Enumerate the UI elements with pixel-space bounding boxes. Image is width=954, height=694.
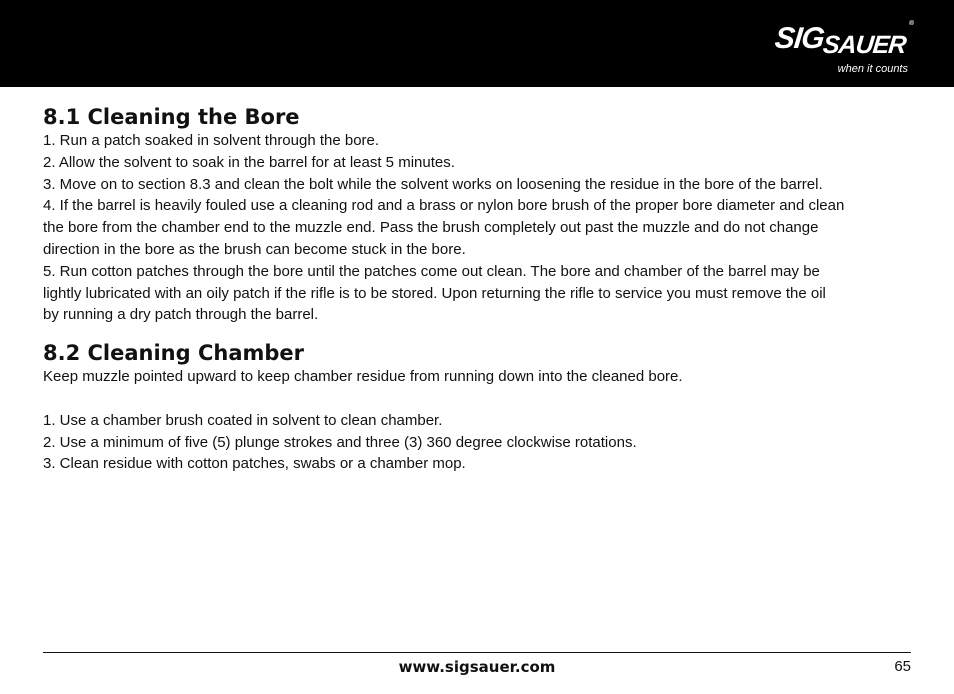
section-title-cleaning-chamber: 8.2 Cleaning Chamber	[43, 341, 305, 366]
sig-sauer-logo	[772, 20, 914, 78]
logo-tagline: when it counts	[837, 63, 908, 75]
section-body-cleaning-bore	[43, 130, 913, 326]
section-spacer	[43, 326, 913, 340]
section-title-cleaning-bore: 8.1 Cleaning the Bore	[43, 105, 300, 129]
bore-line-7: 5. Run cotton patches through the bore until the patches come out clean. The bore and chamber of the barrel may be	[43, 262, 820, 280]
bore-line-8: lightly lubricated with an oily patch if the rifle is to be stored. Upon returning the rifle to service you must remove the oil	[43, 284, 826, 302]
page-number: 65	[894, 658, 911, 675]
chamber-line-3: 3. Clean residue with cotton patches, swabs or a chamber mop.	[43, 455, 466, 473]
bore-line-3: 3. Move on to section 8.3 and clean the bolt while the solvent works on loosening the residue in the bore of the barrel.	[43, 175, 823, 193]
bore-line-6: direction in the bore as the brush can become stuck in the bore.	[43, 240, 466, 258]
header-bar	[0, 0, 954, 87]
bore-line-2: 2. Allow the solvent to soak in the barrel for at least 5 minutes.	[43, 153, 455, 171]
chamber-intro: Keep muzzle pointed upward to keep chamber residue from running down into the cleaned bore.	[43, 368, 683, 386]
bore-line-9: by running a dry patch through the barrel.	[43, 306, 319, 324]
chamber-line-2: 2. Use a minimum of five (5) plunge strokes and three (3) 360 degree clockwise rotations.	[43, 433, 637, 451]
logo-wordmark	[772, 20, 914, 59]
footer-website-link[interactable]: www.sigsauer.com	[398, 658, 556, 676]
page-content	[43, 104, 913, 475]
bore-line-5: the bore from the chamber end to the muzzle end. Pass the brush completely out past the muzzle and do not change	[43, 219, 819, 237]
footer-divider	[43, 652, 911, 653]
bore-line-1: 1. Run a patch soaked in solvent through the bore.	[43, 132, 380, 149]
section-body-cleaning-chamber	[43, 366, 913, 475]
bore-line-4: 4. If the barrel is heavily fouled use a cleaning rod and a brass or nylon bore brush of the proper bore diameter and clean	[43, 197, 845, 215]
blank-line	[43, 388, 913, 410]
logo-registered-mark: ®	[908, 20, 914, 27]
chamber-line-1: 1. Use a chamber brush coated in solvent to clean chamber.	[43, 411, 443, 429]
logo-sig: SIG	[772, 22, 826, 55]
logo-sauer: SAUER	[821, 31, 907, 59]
